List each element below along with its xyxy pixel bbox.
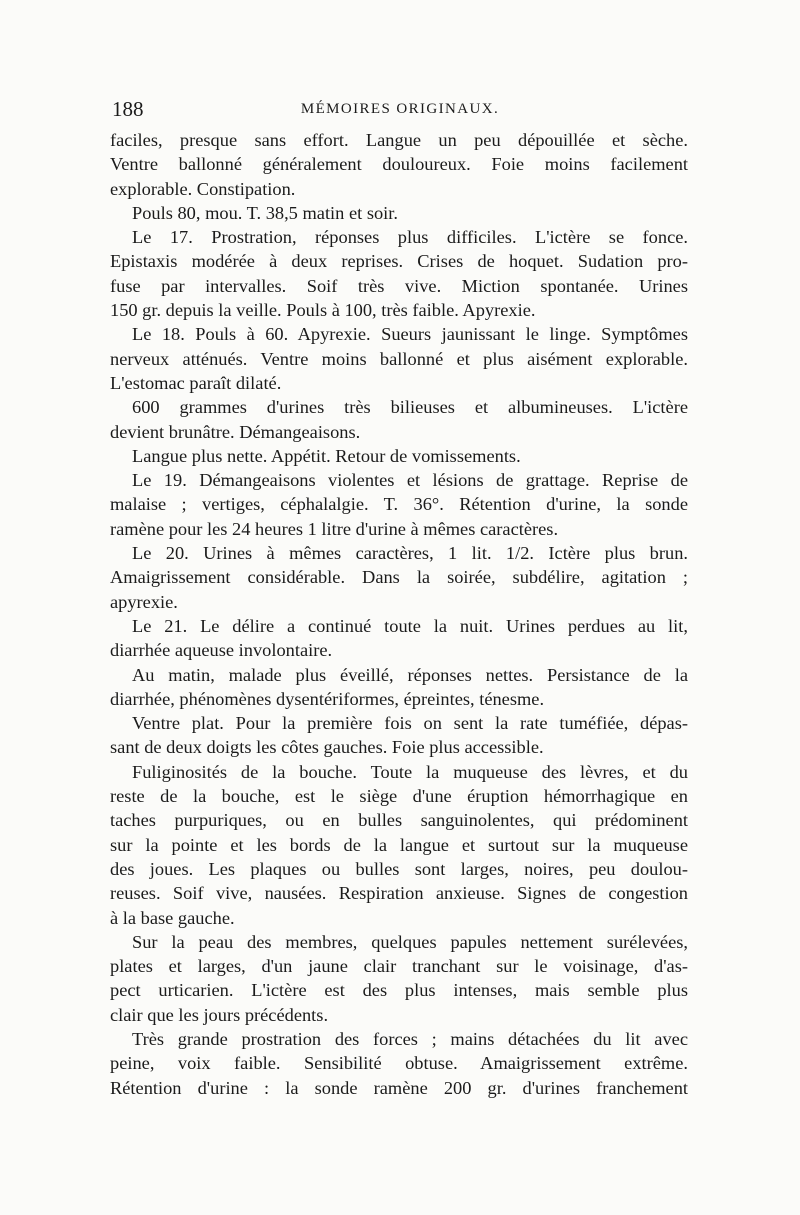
- text-line: L'estomac paraît dilaté.: [110, 372, 282, 393]
- text-line: diarrhée, phénomènes dysentériformes, épreintes, ténesme.: [110, 688, 545, 709]
- text-line: Pouls 80, mou. T. 38,5 matin et soir.: [132, 202, 398, 223]
- text-line: Le 18. Pouls à 60. Apyrexie. Sueurs jaunissant le linge. Symptômes: [132, 324, 688, 345]
- text-line: Ventre ballonné généralement douloureux. Foie moins facilement: [110, 154, 688, 175]
- text-line: Ventre plat. Pour la première fois on sent la rate tuméfiée, dépas-: [132, 713, 688, 734]
- text-line: faciles, presque sans effort. Langue un peu dépouillée et sèche.: [110, 130, 688, 150]
- text-line: nerveux atténués. Ventre moins ballonné et plus aisément explorable.: [110, 348, 688, 369]
- text-line: peine, voix faible. Sensibilité obtuse. Amaigrissement extrême.: [110, 1053, 688, 1074]
- body-text: [110, 128, 688, 1100]
- text-line: Epistaxis modérée à deux reprises. Crises de hoquet. Sudation pro-: [110, 251, 688, 272]
- text-line: des joues. Les plaques ou bulles sont larges, noires, peu doulou-: [110, 858, 688, 879]
- text-line: plates et larges, d'un jaune clair tranchant sur le voisinage, d'as-: [110, 956, 688, 977]
- text-line: Sur la peau des membres, quelques papules nettement surélevées,: [132, 931, 688, 952]
- text-line: taches purpuriques, ou en bulles sanguinolentes, qui prédominent: [110, 810, 688, 831]
- text-line: Le 17. Prostration, réponses plus difficiles. L'ictère se fonce.: [132, 227, 688, 248]
- text-line: sant de deux doigts les côtes gauches. Foie plus accessible.: [110, 737, 544, 758]
- text-line: Très grande prostration des forces ; mains détachées du lit avec: [132, 1028, 688, 1049]
- text-line: reuses. Soif vive, nausées. Respiration anxieuse. Signes de congestion: [110, 883, 688, 904]
- text-line: Langue plus nette. Appétit. Retour de vomissements.: [132, 445, 521, 466]
- text-line: malaise ; vertiges, céphalalgie. T. 36°. Rétention d'urine, la sonde: [110, 494, 688, 515]
- text-line: pect urticarien. L'ictère est des plus intenses, mais semble plus: [110, 980, 688, 1001]
- text-line: Rétention d'urine : la sonde ramène 200 gr. d'urines franchement: [110, 1077, 688, 1098]
- text-line: à la base gauche.: [110, 907, 235, 928]
- text-line: fuse par intervalles. Soif très vive. Miction spontanée. Urines: [110, 275, 688, 296]
- text-line: apyrexie.: [110, 591, 178, 612]
- page-header: [112, 97, 688, 127]
- text-line: diarrhée aqueuse involontaire.: [110, 640, 333, 661]
- text-line: 150 gr. depuis la veille. Pouls à 100, très faible. Apyrexie.: [110, 300, 536, 321]
- text-line: Fuliginosités de la bouche. Toute la muqueuse des lèvres, et du: [132, 761, 688, 782]
- text-line: clair que les jours précédents.: [110, 1004, 329, 1025]
- text-line: Le 19. Démangeaisons violentes et lésions de grattage. Reprise de: [132, 470, 688, 491]
- text-line: explorable. Constipation.: [110, 178, 296, 199]
- text-line: Le 21. Le délire a continué toute la nuit. Urines perdues au lit,: [132, 615, 688, 636]
- text-line: Amaigrissement considérable. Dans la soirée, subdélire, agitation ;: [110, 567, 688, 588]
- text-line: 600 grammes d'urines très bilieuses et albumineuses. L'ictère: [132, 397, 688, 418]
- text-line: devient brunâtre. Démangeaisons.: [110, 421, 361, 442]
- text-line: reste de la bouche, est le siège d'une éruption hémorrhagique en: [110, 786, 688, 807]
- running-head: MÉMOIRES ORIGINAUX.: [300, 101, 500, 117]
- page-number: 188: [112, 97, 144, 121]
- text-line: Au matin, malade plus éveillé, réponses nettes. Persistance de la: [132, 664, 688, 685]
- text-line: Le 20. Urines à mêmes caractères, 1 lit. 1/2. Ictère plus brun.: [132, 543, 688, 564]
- text-line: ramène pour les 24 heures 1 litre d'urine à mêmes caractères.: [110, 518, 559, 539]
- text-line: sur la pointe et les bords de la langue et surtout sur la muqueuse: [110, 834, 688, 855]
